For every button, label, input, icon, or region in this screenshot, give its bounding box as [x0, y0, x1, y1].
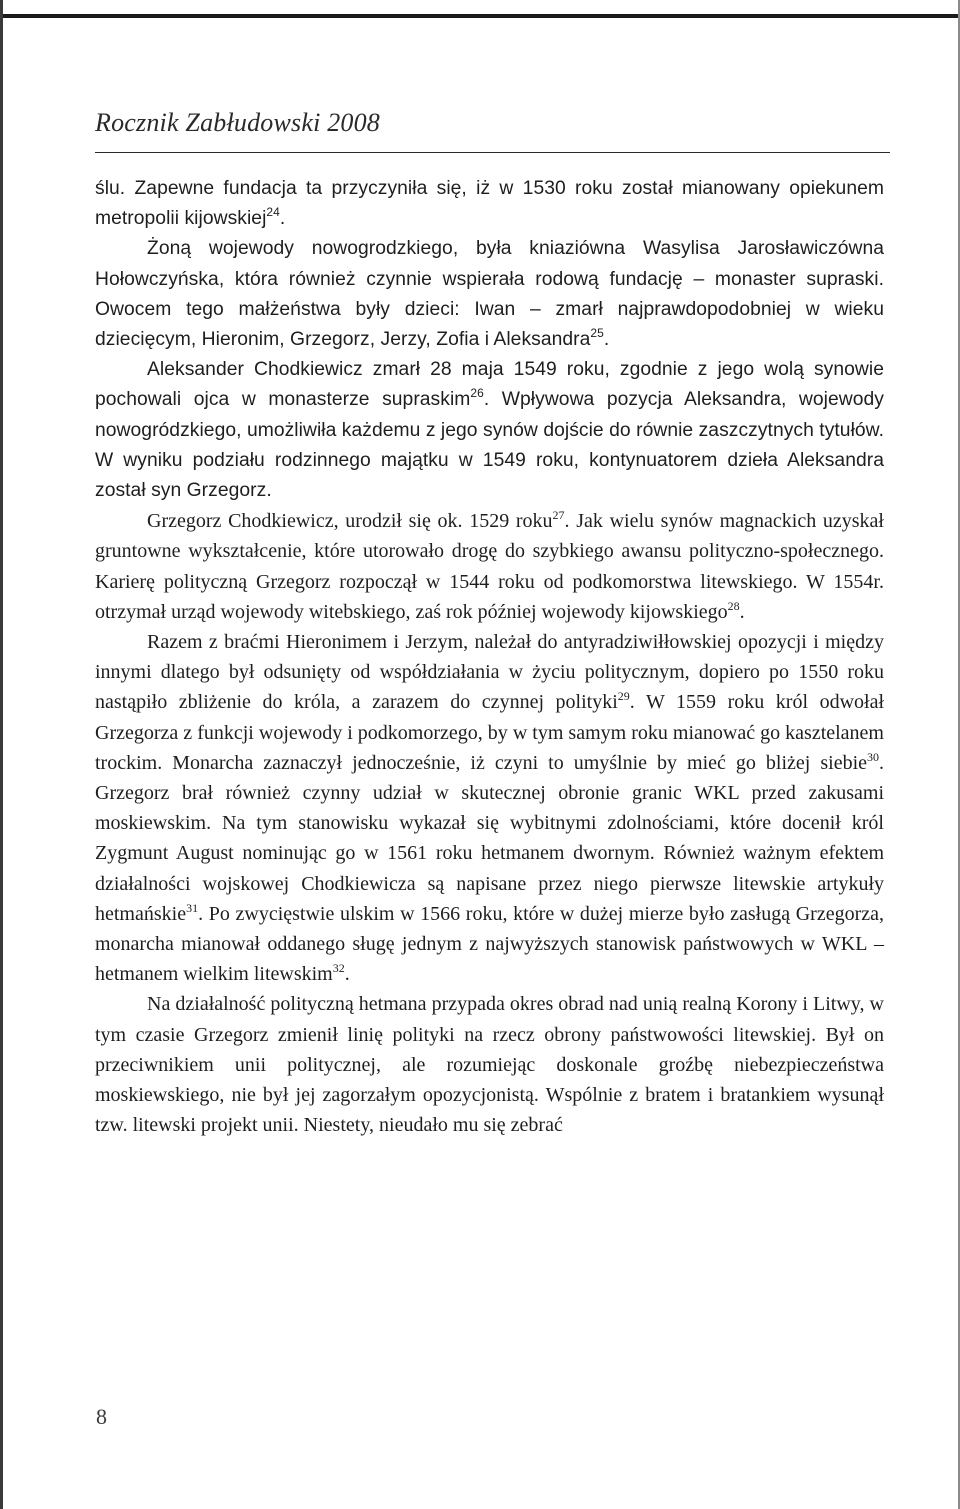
paragraph-1 [95, 174, 884, 234]
paragraph-2 [95, 234, 884, 355]
footnote-ref[interactable]: 31 [186, 900, 199, 915]
paragraph-text: . [603, 329, 610, 351]
footnote-ref[interactable]: 29 [617, 689, 630, 704]
footnote-ref[interactable]: 27 [552, 508, 565, 523]
paragraph-text: . Po zwycięstwie ulskim w 1566 roku, które w dużej mierze było zasługą Grzegorza, monarcha mianował oddanego sługę jednym z najwyższych stanowisk państwowych w WKL – hetmanem wielkim litewskim [95, 902, 884, 986]
paragraph-text: Razem z braćmi Hieronimem i Jerzym, należał do antyradziwiłłowskiej opozycji i między innymi dlatego był odsunięty od współdziałania w życiu politycznym, dopiero po 1550 roku nastąpiło zbliżenie do króla, a zarazem do czynnej polityki [95, 631, 884, 714]
footnote-ref[interactable]: 28 [727, 598, 740, 613]
body-text [95, 174, 884, 1141]
paragraph-text: . [344, 963, 350, 986]
footnote-ref[interactable]: 26 [470, 386, 484, 401]
footnote-ref[interactable]: 32 [332, 961, 345, 976]
paragraph-text: Grzegorz Chodkiewicz, urodził się ok. 1529 roku [147, 510, 553, 533]
footnote-ref[interactable]: 25 [590, 326, 604, 341]
scan-left-edge [0, 0, 3, 1509]
paragraph-5 [95, 627, 884, 989]
paragraph-text: . [279, 208, 286, 230]
page-top-rule [0, 0, 960, 18]
paragraph-text: ślu. Zapewne fundacja ta przyczyniła się, iż w 1530 roku został mianowany opiekunem metropolii kijowskiej [95, 178, 884, 230]
running-head [95, 108, 890, 153]
page-number: 8 [96, 1404, 107, 1429]
paragraph-text: . Jak wielu synów magnackich uzyskał gruntowne wykształcenie, które utorowało drogę do szybkiego awansu polityczno-społecznego. Karierę polityczną Grzegorz rozpoczął w 1544 roku od podkomorstwa litewskiego. W 1554r. otrzymał urząd wojewody witebskiego, zaś rok później wojewody kijowskiego [95, 510, 884, 623]
paragraph-text: . [739, 600, 745, 623]
footnote-ref[interactable]: 24 [266, 205, 280, 220]
paragraph-text: Żoną wojewody nowogrodzkiego, była kniaziówna Wasylisa Jarosławiczówna Hołowczyńska, która również czynnie wspierała rodową fundację – monaster supraski. Owocem tego małżeństwa były dzieci: Iwan – zmarł najprawdopodobniej w wieku dziecięcym, Hieronim, Grzegorz, Jerzy, Zofia i Aleksandra [95, 238, 884, 351]
paragraph-text: . W 1559 roku król odwołał Grzegorza z funkcji wojewody i podkomorzego, by w tym samym roku mianować go kasztelanem trockim. Monarcha zaznaczył jednocześnie, iż czyni to umyślnie by mieć go bliżej siebie [95, 691, 884, 774]
paragraph-6 [95, 989, 884, 1140]
running-head-title: Rocznik Zabłudowski 2008 [95, 108, 381, 137]
paragraph-4 [95, 506, 884, 627]
paragraph-3 [95, 355, 884, 506]
paragraph-text: . Wpływowa pozycja Aleksandra, wojewody nowogródzkiego, umożliwiła każdemu z jego synów dojście do równie zaszczytnych tytułów. W wyniku podziału rodzinnego majątku w 1549 roku, kontynuatorem dzieła Aleksandra został syn Grzegorz. [95, 389, 884, 502]
paragraph-text: Aleksander Chodkiewicz zmarł 28 maja 1549 roku, zgodnie z jego wolą synowie pochowali ojca w monasterze supraskim [95, 359, 884, 411]
paragraph-text: Na działalność polityczną hetmana przypada okres obrad nad unią realną Korony i Litwy, w tym czasie Grzegorz zmienił linię polityki na rzecz obrony państwowości litewskiej. Był on przeciwnikiem unii politycznej, ale rozumiejąc doskonale groźbę niebezpieczeństwa moskiewskiego, nie był jej zagorzałym opozycjonistą. Wspólnie z bratem i bratankiem wysunął tzw. litewski projekt unii. Niestety, nieudało mu się zebrać [95, 993, 884, 1137]
footnote-ref[interactable]: 30 [867, 749, 879, 764]
paragraph-text: . Grzegorz brał również czynny udział w skutecznej obronie granic WKL przed zakusami moskiewskim. Na tym stanowisku wykazał się wybitnymi zdolnościami, które docenił król Zygmunt August nominując go w 1561 roku hetmanem dwornym. Również ważnym efektem działalności wojskowej Chodkiewicza są napisane przez niego pierwsze litewskie artykuły hetmańskie [95, 751, 884, 925]
